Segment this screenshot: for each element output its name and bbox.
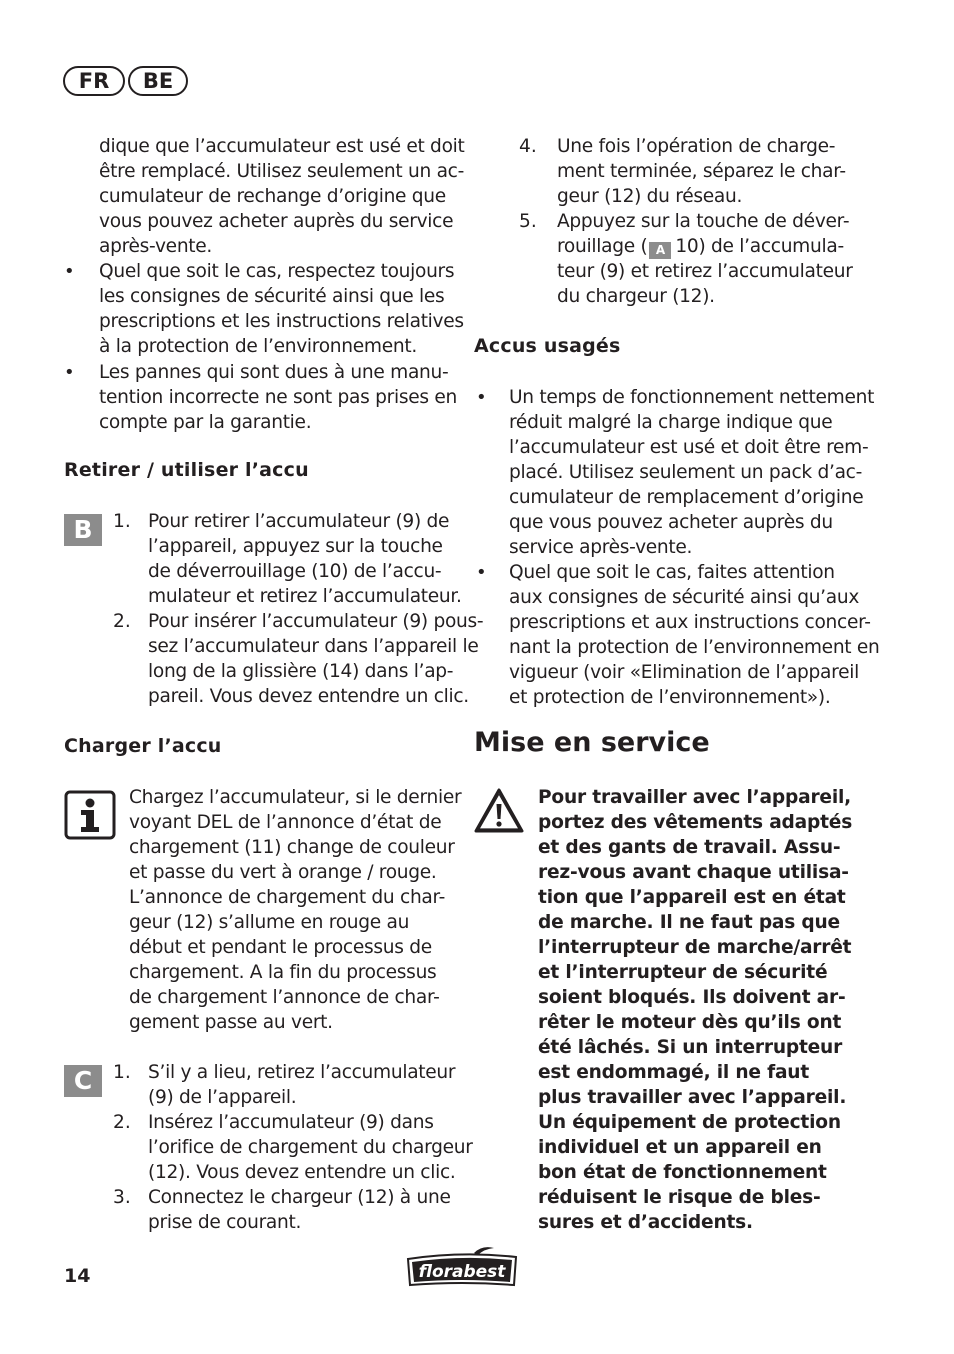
- text-line: tention incorrecte ne sont pas prises en: [99, 387, 457, 408]
- text-line: que vous pouvez acheter auprès du: [509, 512, 833, 533]
- text-line: de déverrouillage (10) de l’accu-: [148, 561, 442, 582]
- text-line: Chargez l’accumulateur, si le dernier: [129, 787, 462, 808]
- text-line: prise de courant.: [148, 1212, 302, 1233]
- text-line: ment terminée, séparez le char-: [557, 161, 846, 182]
- text-line: à la protection de l’environnement.: [99, 336, 417, 357]
- step-number: 1.: [113, 511, 131, 532]
- text-line: rez-vous avant chaque utilisa-: [538, 862, 849, 883]
- text-line: rêter le moteur dès qu’ils ont: [538, 1012, 842, 1033]
- charger-step-2: [148, 1110, 473, 1185]
- text-line: prescriptions et les instructions relatives: [99, 311, 464, 332]
- text-line: mulateur et retirez l’accumulateur.: [148, 586, 462, 607]
- heading-retirer: Retirer / utiliser l’accu: [64, 459, 309, 481]
- text-line: bon état de fonctionnement: [538, 1162, 827, 1183]
- text-line: Insérez l’accumulateur (9) dans: [148, 1112, 434, 1133]
- warning-icon: [473, 787, 525, 835]
- step-number: 2.: [113, 1112, 131, 1133]
- step-number: 5.: [519, 211, 537, 232]
- text-line: portez des vêtements adaptés: [538, 812, 853, 833]
- text-line: chargement. A la fin du processus: [129, 962, 437, 983]
- left-bullet-1: [99, 259, 464, 359]
- figure-badge-b: B: [64, 514, 102, 546]
- text-line: cumulateur de rechange d’origine que: [99, 186, 446, 207]
- text-line: (12). Vous devez entendre un clic.: [148, 1162, 456, 1183]
- text-line: S’il y a lieu, retirez l’accumulateur: [148, 1062, 456, 1083]
- figure-badge-c: C: [64, 1065, 102, 1097]
- bullet-dot: •: [64, 261, 75, 282]
- text-line: Connectez le chargeur (12) à une: [148, 1187, 451, 1208]
- heading-accus-usages: Accus usagés: [474, 335, 621, 357]
- text-line: Pour retirer l’accumulateur (9) de: [148, 511, 450, 532]
- accus-bullet-2: [509, 560, 880, 710]
- text-line: geur (12) s’allume en rouge au: [129, 912, 410, 933]
- text-line: gement passe au vert.: [129, 1012, 333, 1033]
- text-line: de chargement l’annonce de char-: [129, 987, 440, 1008]
- text-line: Les pannes qui sont dues à une manu-: [99, 362, 449, 383]
- text-line: Un temps de fonctionnement nettement: [509, 387, 875, 408]
- text-line: les consignes de sécurité ainsi que les: [99, 286, 445, 307]
- heading-mise-en-service: Mise en service: [474, 727, 710, 758]
- text-line: placé. Utilisez seulement un pack d’ac-: [509, 462, 863, 483]
- left-bullet-2: [99, 360, 457, 435]
- text-line: individuel et un appareil en: [538, 1137, 822, 1158]
- accus-bullet-1: [509, 385, 874, 560]
- text-line: L’annonce de chargement du char-: [129, 887, 446, 908]
- text-line: Une fois l’opération de charge-: [557, 136, 836, 157]
- text-line: Pour travailler avec l’appareil,: [538, 787, 852, 808]
- text-line: été lâchés. Si un interrupteur: [538, 1037, 843, 1058]
- text-line: nant la protection de l’environnement en: [509, 637, 880, 658]
- charger-step-3: [148, 1185, 451, 1235]
- charger-step-5: [557, 209, 853, 309]
- lang-badge-be: BE: [128, 66, 188, 96]
- info-icon: [64, 790, 116, 840]
- text-line: et l’interrupteur de sécurité: [538, 962, 828, 983]
- text-line: début et pendant le processus de: [129, 937, 432, 958]
- text-line: sures et d’accidents.: [538, 1212, 753, 1233]
- left-continuation-text: [99, 134, 465, 259]
- heading-charger: Charger l’accu: [64, 735, 222, 757]
- text-line: Appuyez sur la touche de déver-: [557, 211, 850, 232]
- text-line: geur (12) du réseau.: [557, 186, 743, 207]
- text-line: soient bloqués. Ils doivent ar-: [538, 987, 846, 1008]
- text-line: réduit malgré la charge indique que: [509, 412, 833, 433]
- text-line: service après-vente.: [509, 537, 693, 558]
- text-line: est endommagé, il ne faut: [538, 1062, 810, 1083]
- text-line: long de la glissière (14) dans l’ap-: [148, 661, 454, 682]
- text-line: (9) de l’appareil.: [148, 1087, 297, 1108]
- text-line: vigueur (voir «Elimination de l’appareil: [509, 662, 859, 683]
- text-line: [557, 234, 853, 259]
- text-line: vous pouvez acheter auprès du service: [99, 211, 454, 232]
- text-line: l’appareil, appuyez sur la touche: [148, 536, 443, 557]
- charger-step-1: [148, 1060, 455, 1110]
- text-line: réduisent le risque de bles-: [538, 1187, 821, 1208]
- text-line: voyant DEL de l’annonce d’état de: [129, 812, 442, 833]
- text-line: et protection de l’environnement»).: [509, 687, 831, 708]
- step-number: 2.: [113, 611, 131, 632]
- step-number: 4.: [519, 136, 537, 157]
- florabest-logo: [404, 1245, 520, 1289]
- text-line: chargement (11) change de couleur: [129, 837, 455, 858]
- text-line: et des gants de travail. Assu-: [538, 837, 841, 858]
- text-line: sez l’accumulateur dans l’appareil le: [148, 636, 479, 657]
- text-line: cumulateur de remplacement d’origine: [509, 487, 864, 508]
- text-line: Un équipement de protection: [538, 1112, 841, 1133]
- step-number: 3.: [113, 1187, 131, 1208]
- text-line: dique que l’accumulateur est usé et doit: [99, 136, 465, 157]
- svg-text:florabest: florabest: [418, 1262, 506, 1282]
- text-line: l’interrupteur de marche/arrêt: [538, 937, 852, 958]
- text-line: et passe du vert à orange / rouge.: [129, 862, 437, 883]
- text-line: Quel que soit le cas, faites attention: [509, 562, 835, 583]
- text-line: plus travailler avec l’appareil.: [538, 1087, 847, 1108]
- figure-badge-a: A: [649, 242, 671, 259]
- text-line: compte par la garantie.: [99, 412, 312, 433]
- text-line: Pour insérer l’accumulateur (9) pous-: [148, 611, 484, 632]
- info-text: [129, 785, 461, 1035]
- text-line: prescriptions et aux instructions concer-: [509, 612, 871, 633]
- page-number: 14: [64, 1265, 91, 1287]
- bullet-dot: •: [64, 362, 75, 383]
- text-line: l’accumulateur est usé et doit être rem-: [509, 437, 869, 458]
- charger-step-4: [557, 134, 846, 209]
- bullet-dot: •: [476, 562, 487, 583]
- text-line: tion que l’appareil est en état: [538, 887, 846, 908]
- text-fragment: 10) de l’accumula-: [675, 236, 844, 257]
- step-number: 1.: [113, 1062, 131, 1083]
- text-line: après-vente.: [99, 236, 213, 257]
- text-line: l’orifice de chargement du chargeur: [148, 1137, 473, 1158]
- text-line: Quel que soit le cas, respectez toujours: [99, 261, 455, 282]
- text-line: de marche. Il ne faut pas que: [538, 912, 840, 933]
- retirer-step-2: [148, 609, 483, 709]
- bullet-dot: •: [476, 387, 487, 408]
- retirer-step-1: [148, 509, 462, 609]
- text-line: pareil. Vous devez entendre un clic.: [148, 686, 469, 707]
- text-line: aux consignes de sécurité ainsi qu’aux: [509, 587, 860, 608]
- text-line: être remplacé. Utilisez seulement un ac-: [99, 161, 465, 182]
- lang-badge-fr: FR: [63, 66, 125, 96]
- text-fragment: rouillage (: [557, 236, 648, 257]
- warning-text: [538, 785, 852, 1235]
- text-line: teur (9) et retirez l’accumulateur: [557, 261, 853, 282]
- text-line: du chargeur (12).: [557, 286, 715, 307]
